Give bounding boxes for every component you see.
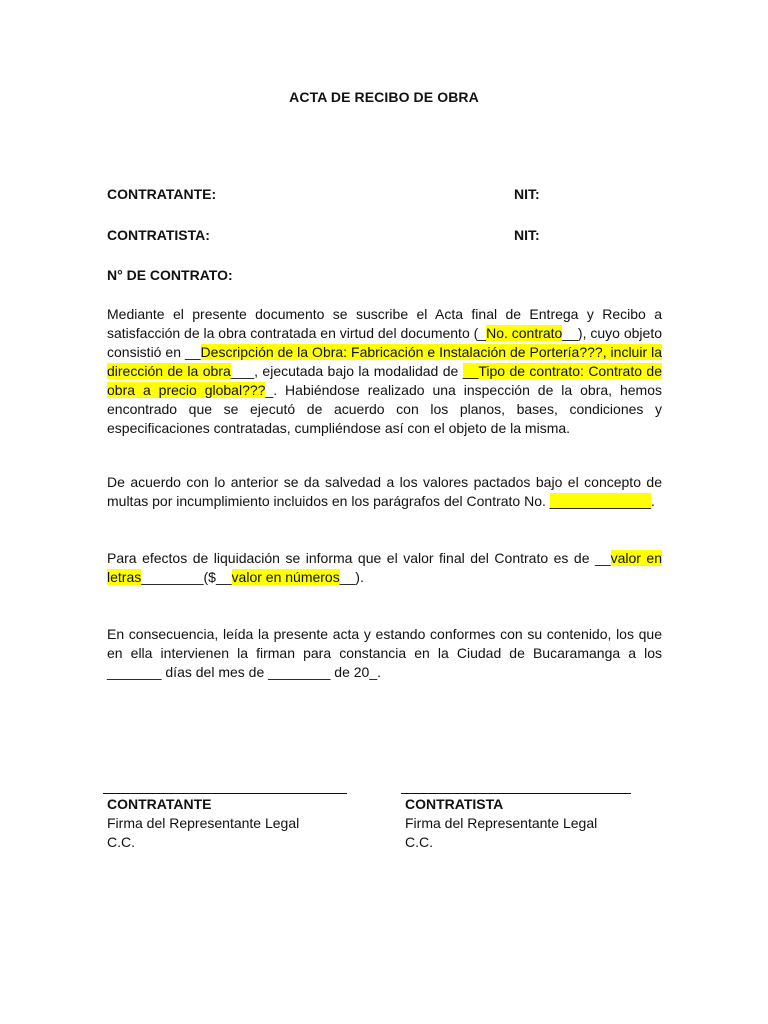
signature-caption-contratante: Firma del Representante Legal xyxy=(107,815,300,831)
document-title: ACTA DE RECIBO DE OBRA xyxy=(289,89,479,105)
signature-block-contratista xyxy=(405,795,597,852)
paragraph-liquidacion xyxy=(107,549,662,587)
highlight-work-description: Descripción de la Obra: Fabricación e Instalación de Portería???, incluir la dirección de la obra xyxy=(107,344,662,379)
paragraph3-text-2: ________($__ xyxy=(141,569,232,585)
signature-role-contratista: CONTRATISTA xyxy=(405,796,504,812)
signature-line-contratante xyxy=(103,793,347,794)
signature-cc-contratante: C.C. xyxy=(107,834,135,850)
paragraph-consecuencia: En consecuencia, leída la presente acta y estando conformes con su contenido, los que en ella intervienen la firman para constancia en la Ciudad de Bucaramanga a los _______ días del mes de ________ de 20_. xyxy=(107,626,662,680)
signature-block-contratante xyxy=(107,795,299,852)
paragraph-acta-entrega xyxy=(107,305,662,438)
signature-caption-contratista: Firma del Representante Legal xyxy=(405,815,598,831)
highlight-contract-no-blank: _____________ xyxy=(549,493,652,509)
highlight-value-letters: valor en letras xyxy=(107,550,662,585)
contratante-label: CONTRATANTE: xyxy=(107,186,217,202)
signature-cc-contratista: C.C. xyxy=(405,834,433,850)
paragraph1-text-3: ___, ejecutada bajo la modalidad de xyxy=(230,363,463,379)
highlight-contract-number: No. contrato xyxy=(486,325,563,341)
contratista-label: CONTRATISTA: xyxy=(107,227,210,243)
signature-line-contratista xyxy=(401,793,631,794)
nit-label-contratista: NIT: xyxy=(514,227,540,243)
nit-label-contratante: NIT: xyxy=(514,186,540,202)
paragraph1-text-2: __), cuyo objeto consistió en __ xyxy=(107,325,662,360)
paragraph1-text-4: _. Habiéndose realizado una inspección de la obra, hemos encontrado que se ejecutó de acuerdo con los planos, bases, condiciones y especificaciones contratadas, cumpliéndose así con el objeto de la misma. xyxy=(107,382,662,436)
contract-number-label: N° DE CONTRATO: xyxy=(107,267,233,283)
paragraph3-text-3: __). xyxy=(339,569,364,585)
signature-role-contratante: CONTRATANTE xyxy=(107,796,212,812)
highlight-contract-type: __Tipo de contrato: Contrato de obra a precio global??? xyxy=(107,363,663,398)
paragraph2-text-2: . xyxy=(651,493,655,509)
paragraph2-text-1: De acuerdo con lo anterior se da salvedad a los valores pactados bajo el concepto de multas por incumplimiento incluidos en los parágrafos del Contrato No. xyxy=(107,474,662,509)
paragraph-salvedad-multas xyxy=(107,473,662,511)
paragraph1-text-1: Mediante el presente documento se suscribe el Acta final de Entrega y Recibo a satisfacción de la obra contratada en virtud del documento (_ xyxy=(107,306,662,341)
highlight-value-numbers: valor en números xyxy=(231,569,340,585)
paragraph3-text-1: Para efectos de liquidación se informa que el valor final del Contrato es de __ xyxy=(107,550,611,566)
